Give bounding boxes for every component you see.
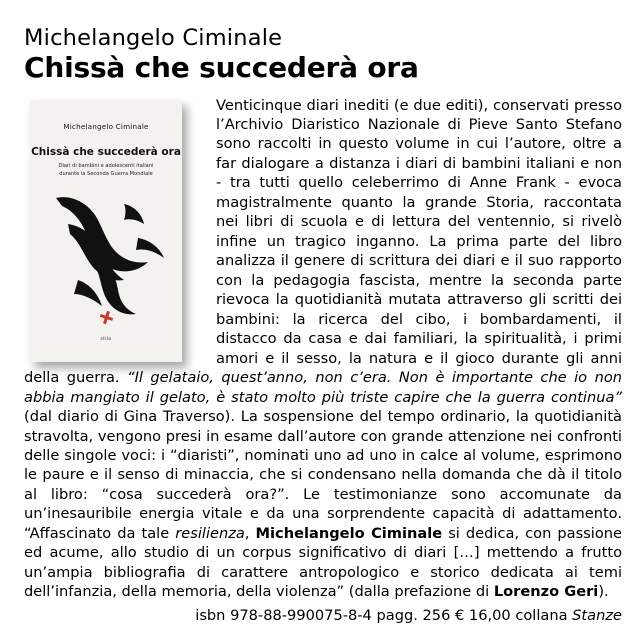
cover-title: Chissà che succederà ora <box>31 145 181 158</box>
blurb-part-5: ). <box>598 583 609 601</box>
cover-author: Michelangelo Ciminale <box>63 121 149 131</box>
collana-name: Stanze <box>572 606 622 624</box>
cover-subtitle-line1: Diari di bambini e adolescenti italiani <box>58 162 154 169</box>
cover-subtitle-line2: durante la Seconda Guerra Mondiale <box>59 170 153 177</box>
bird-silhouette-illustration <box>38 184 174 324</box>
blurb-part-1: Venticinque diari inediti (e due editi), conservati presso l’Archivio Diaristico Nazionale di Pieve Santo Stefano sono raccolti in questo volume in cui l’autore, oltre a far dialogare a distanza i diari di bambini italiani e non - tra tutti quello celeberrimo di Anne Frank - evoca magistralmente quanto la grande Storia, raccontata nei libri di scuola e di lettura del ventennio, si rivelò infine un tragico inganno. La prima parte del libro analizza il genere di scrittura dei diari e il suo rapporto con la pedagogia fascista, mentre la seconda parte rievoca la quotidianità mutata attraverso gli scritti dei bambini: la ricerca del cibo, i bombardamenti, il distacco da casa e dai familiari, la spiritualità, i primi amori e il sesso, la natura e il gioco durante gli anni della guerra. <box>24 96 622 387</box>
page-title: Chissà che succederà ora <box>24 50 419 84</box>
blurb-preface-author-name: Lorenzo Geri <box>493 583 599 601</box>
blurb-part-2: (dal diario di Gina Traverso). La sospensione del tempo ordinario, la quotidianità stravolta, vengono presi in esame dall’autore con grande attenzione nei confronti delle singole voci: i “diaristi”, nominati uno ad uno in calce al volume, esprimono le paure e il senso di minaccia, che si condensano nella domanda che dà il titolo al libro: “cosa succederà ora?”. Le testimonianze sono accomunate da un’inesauribile energia vitale e da una sorprendente capacità di adattamento. “Affascinato da tale <box>24 408 622 542</box>
isbn-line <box>24 606 622 625</box>
blurb-word-resilienza: resilienza <box>175 524 245 542</box>
blurb-part-4: si dedica, con passione ed acume, allo studio di un corpus significativo di diari […] mettendo a frutto un’ampia bibliografia di carattere antropologico e storico dedicata ai temi dell’infanzia, della memoria, della violenza” (dalla prefazione di <box>24 524 623 601</box>
publisher-name: stilo <box>100 336 112 342</box>
stilo-mark-icon <box>100 311 113 324</box>
book-cover-image <box>30 100 182 362</box>
isbn-text: isbn 978-88-990075-8-4 pagg. 256 € 16,00 collana <box>195 606 573 624</box>
blurb-part-3: , <box>244 524 256 542</box>
page-author: Michelangelo Ciminale <box>24 25 283 51</box>
blurb-quote-diary: “Il gelataio, quest’anno, non c’era. Non è importante che io non abbia mangiato il gelato, è stato molto più triste capire che la guerra continua” <box>24 369 622 406</box>
book-cover-figure <box>30 100 206 362</box>
blurb-author-name: Michelangelo Ciminale <box>255 524 443 542</box>
publisher-logo <box>30 311 182 344</box>
